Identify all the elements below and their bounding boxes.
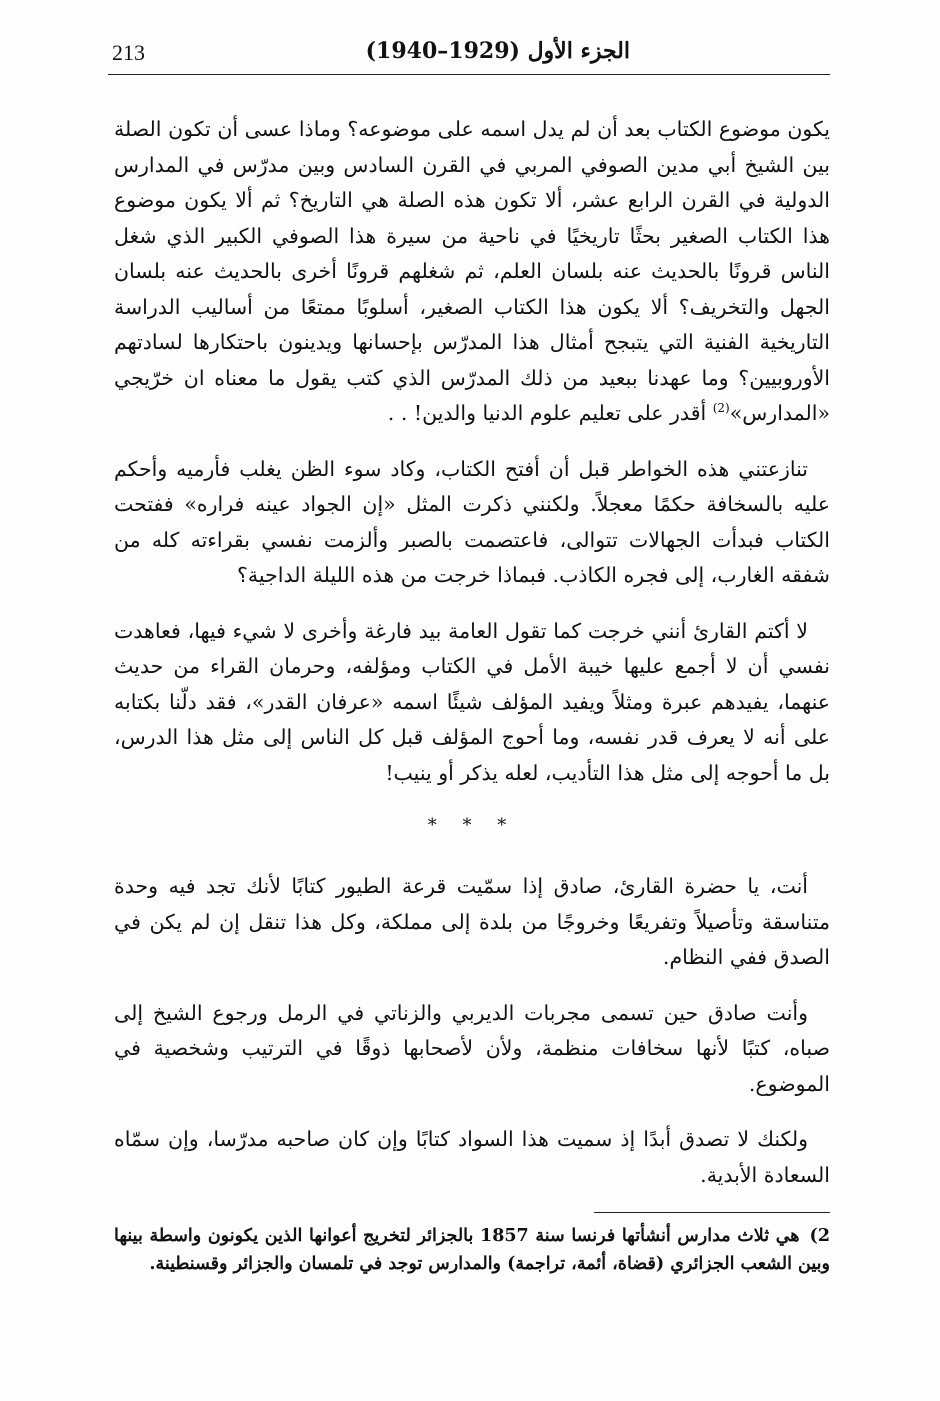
footnote-divider xyxy=(594,1212,830,1213)
paragraph-1-ending: أقدر على تعليم علوم الدنيا والدين! . . xyxy=(387,401,713,425)
paragraph-1 xyxy=(114,112,830,432)
running-title: الجزء الأول (1929–1940) xyxy=(365,38,630,64)
paragraph-4: أنت، يا حضرة القارئ، صادق إذا سمّيت قرعة الطيور كتابًا لأنك تجد فيه وحدة متناسقة وتأصيلاً وتفريعًا وخروجًا من بلدة إلى مملكة، وكل هذا تنقل إن لم يكن في الصدق ففي النظام. xyxy=(114,874,830,969)
page-body xyxy=(114,112,830,1213)
page-number: 213 xyxy=(112,40,145,65)
paragraph-3: لا أكتم القارئ أنني خرجت كما تقول العامة بيد فارغة وأخرى لا شيء فيها، فعاهدت نفسي أن لا أجمع عليها خيبة الأمل في الكتاب ومؤلفه، وحرمان القراء من حديث عنهما، يفيدهم عبرة ومثلاً ويفيد المؤلف شيئًا اسمه «عرفان القدر»، فقد دلّنا بكتابه على أنه لا يعرف قدر نفسه، وما أحوج المؤلف قبل كل الناس إلى مثل هذا الدرس، بل ما أحوجه إلى مثل هذا التأديب، لعله يذكر أو ينيب! xyxy=(114,618,830,785)
paragraph-2: تنازعتني هذه الخواطر قبل أن أفتح الكتاب، وكاد سوء الظن يغلب فأرميه وأحكم عليه بالسخافة حكمًا معجلاً. ولكنني ذكرت المثل «إن الجواد عينه فراره» ففتحت الكتاب فبدأت الجهالات تتوالى، فاعتصمت بالصبر وألزمت نفسي بقراءته كله من شفقه الغارب، إلى فجره الكاذب. فبماذا خرجت من هذه الليلة الداجية؟ xyxy=(114,456,830,587)
paragraph-6: ولكنك لا تصدق أبدًا إذ سميت هذا السواد كتابًا وإن كان صاحبه مدرّسا، وإن سمّاه السعادة الأبدية. xyxy=(114,1127,830,1187)
footnote-text: هي ثلاث مدارس أنشأتها فرنسا سنة 1857 بالجزائر لتخريج أعوانها الذين يكونون واسطة بينها وبين الشعب الجزائري (قضاة، أئمة، تراجمة) والمدارس توجد في تلمسان والجزائر وقسنطينة. xyxy=(114,1226,830,1274)
section-separator: * * * xyxy=(427,815,517,836)
paragraph-1-text: يكون موضوع الكتاب بعد أن لم يدل اسمه على موضوعه؟ وماذا عسى أن تكون الصلة بين الشيخ أبي مدين الصوفي المربي في القرن السادس وبين مدرّس في المدارس الدولية في القرن الرابع عشر، ألا تكون هذه الصلة هي التاريخ؟ ثم ألا يكون موضوع هذا الكتاب الصغير بحثًا تاريخيًا في ناحية من سيرة هذا الصوفي الكبير الذي شغل الناس قرونًا بالحديث عنه بلسان العلم، ثم شغلهم قرونًا أخرى بالحديث عنه بلسان الجهل والتخريف؟ ألا يكون هذا الكتاب الصغير، أسلوبًا ممتعًا من أساليب الدراسة التاريخية الفنية التي يتبجح أمثال هذا المدرّس بإحسانها ويدينون باحتكارها لسادتهم الأوروبيين؟ وما عهدنا ببعيد من ذلك المدرّس الذي كتب يقول ما معناه ان خرّيجي «المدارس» xyxy=(114,117,830,425)
paragraph-5: وأنت صادق حين تسمى مجربات الديربي والزناتي في الرمل ورجوع الشيخ إلى صباه، كتبًا لأنها سخافات منظمة، ولأن لأصحابها ذوقًا في الترتيب وشخصية في الموضوع. xyxy=(114,1000,830,1096)
footnote-reference: (2) xyxy=(712,401,730,416)
footnote-marker: 2) xyxy=(809,1226,831,1246)
page-header xyxy=(108,34,830,75)
footnote xyxy=(114,1222,830,1278)
